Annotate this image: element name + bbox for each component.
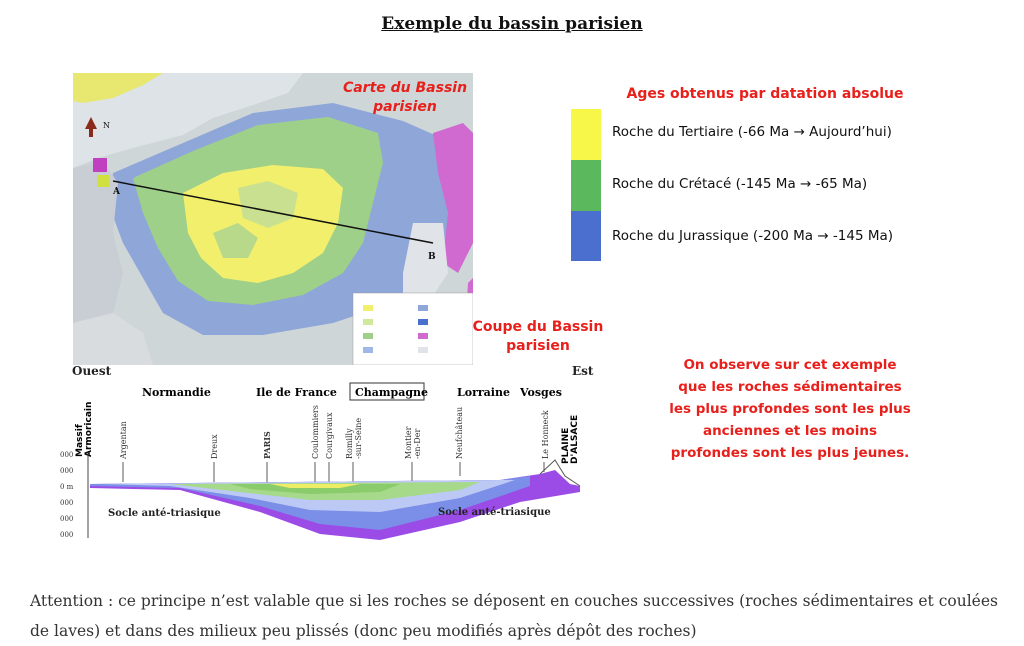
caution-note: Attention : ce principe n’est valable que si les roches se déposent en couches successives (roches sédimentaires et coulées de laves) et dans des milieux peu plissés (donc peu modifiés après dépôt des roches)	[30, 592, 998, 640]
region-normandie: Normandie	[142, 386, 211, 399]
depth-6: 000	[60, 531, 74, 539]
legend-swatch-cretace	[571, 160, 601, 211]
town-le-honneck: Le Honneck	[541, 410, 550, 459]
legend-label-tertiaire: Roche du Tertiaire (-66 Ma → Aujourd’hui)	[612, 124, 892, 140]
town-paris: PARIS	[262, 431, 272, 459]
region-ile-de-france: Ile de France	[256, 386, 337, 399]
massif-label-1: Massif	[75, 424, 85, 457]
region-champagne: Champagne	[355, 386, 429, 399]
town-courgivaux: Courgivaux	[325, 412, 334, 459]
socle-left-label: Socle anté-triasique	[108, 508, 221, 519]
legend-swatch-jurassique	[571, 211, 601, 261]
town-montier-2: -en-Der	[413, 428, 422, 459]
plaine-label-1: PLAINE	[561, 427, 571, 464]
town-montier: Montier	[404, 426, 413, 459]
legend-swatch-tertiaire	[571, 109, 601, 160]
plaine-label-2: D'ALSACE	[570, 414, 580, 464]
depth-5: 000	[60, 515, 74, 523]
town-romilly-2: -sur-Seine	[354, 417, 363, 459]
region-lorraine: Lorraine	[457, 386, 510, 399]
geological-cross-section	[60, 362, 620, 547]
town-coulommiers: Coulommiers	[311, 405, 320, 459]
socle-right-label: Socle anté-triasique	[438, 507, 551, 518]
map-point-a: A	[113, 187, 120, 197]
region-vosges: Vosges	[520, 386, 562, 399]
page-title: Exemple du bassin parisien	[381, 14, 643, 34]
depth-3: 0 m	[60, 483, 74, 491]
depth-1: 000	[60, 451, 74, 459]
legend-label-cretace: Roche du Crétacé (-145 Ma → -65 Ma)	[612, 176, 868, 192]
town-romilly: Romilly	[345, 428, 354, 459]
depth-2: 000	[60, 467, 74, 475]
town-dreux: Dreux	[210, 434, 219, 459]
section-east-label: Est	[572, 364, 594, 378]
legend-heading: Ages obtenus par datation absolue	[626, 86, 904, 102]
massif-label-2: Armoricain	[84, 401, 94, 457]
section-title: Coupe du Bassin parisien	[472, 319, 604, 354]
map-point-b: B	[428, 252, 436, 262]
legend-label-jurassique: Roche du Jurassique (-200 Ma → -145 Ma)	[612, 228, 894, 244]
observation-text: On observe sur cet exemple que les roches sédimentaires les plus profondes sont les plus anciennes et les moins profondes sont les plus jeunes.	[669, 357, 911, 461]
town-neufchateau: Neufchâteau	[455, 406, 464, 459]
depth-4: 000	[60, 499, 74, 507]
town-argentan: Argentan	[119, 421, 128, 459]
north-label: N	[103, 121, 110, 130]
map-title: Carte du Bassin parisien	[342, 80, 468, 115]
section-west-label: Ouest	[72, 364, 112, 378]
